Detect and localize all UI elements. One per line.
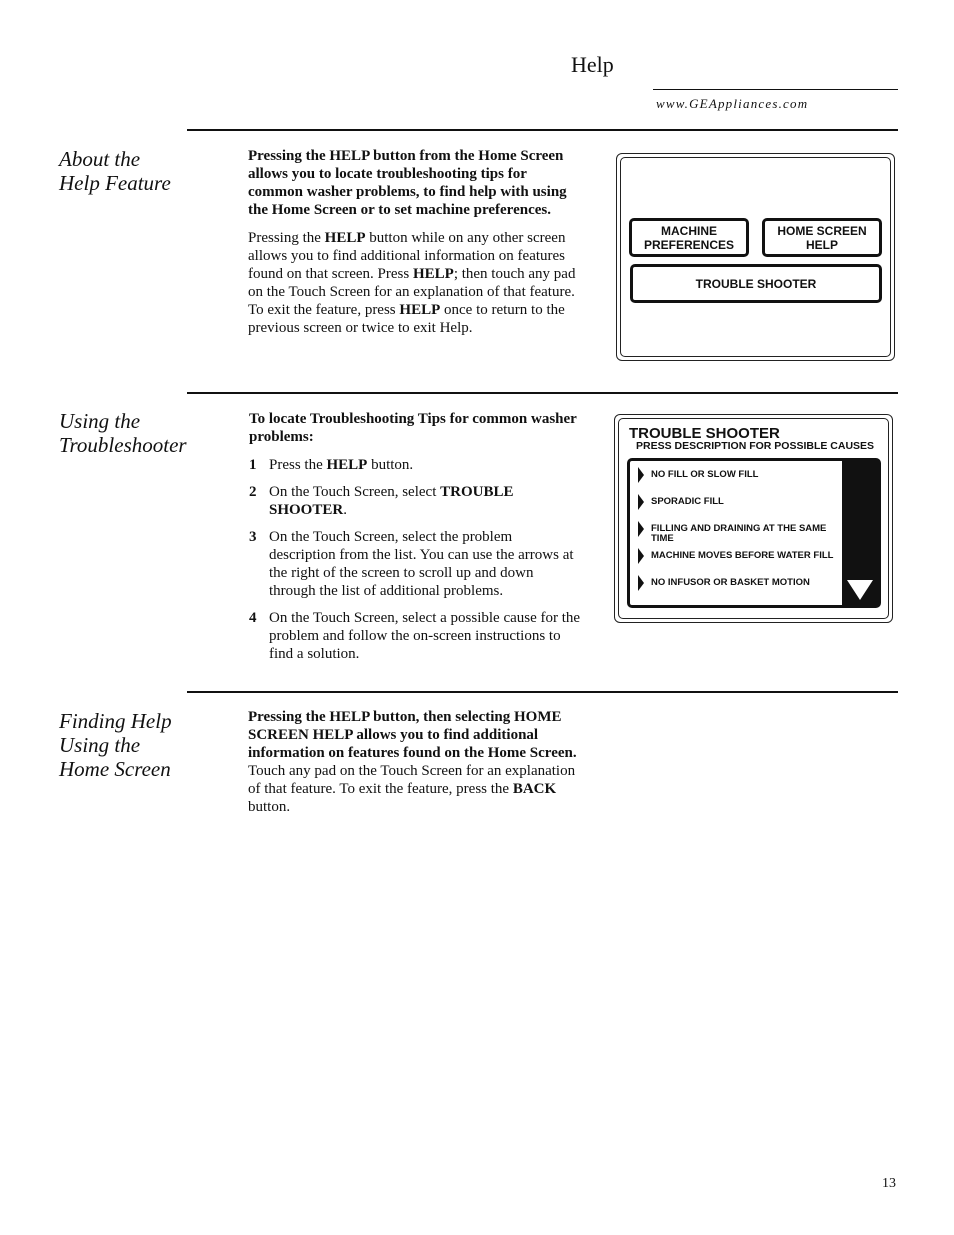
section-divider [187, 129, 898, 131]
section-divider [187, 691, 898, 693]
website-url: www.GEAppliances.com [656, 96, 809, 111]
header-rule [653, 89, 898, 90]
help-touch-screen [616, 153, 895, 361]
section-title-about-help: About the Help Feature [59, 147, 171, 195]
about-help-text [248, 147, 580, 347]
page-title: Help [571, 52, 614, 77]
home-screen-help-button[interactable]: HOME SCREEN HELP [762, 218, 882, 257]
step-item: 1 Press the HELP button. [249, 457, 414, 473]
machine-preferences-button[interactable]: MACHINE PREFERENCES [629, 218, 749, 257]
step-item: 2 On the Touch Screen, select TROUBLE SHOOTER. [249, 484, 514, 518]
trouble-shooter-screen-title: TROUBLE SHOOTER [629, 425, 780, 442]
page-number: 13 [882, 1176, 896, 1191]
arrow-right-icon [638, 575, 644, 591]
step-item: 4 On the Touch Screen, select a possible cause for the problem and follow the on-screen instructions to find a solution. [249, 610, 581, 662]
about-paragraph: Pressing the HELP button while on any other screen allows you to find additional information on features found on that screen. Press HELP; then touch any pad on the Touch Screen for an explanation of that feature. To exit the feature, press HELP once to return to the previous screen or twice to exit Help. [248, 230, 576, 336]
scroll-down-arrow-icon[interactable] [847, 580, 873, 600]
arrow-right-icon [638, 521, 644, 537]
scroll-bar[interactable] [842, 461, 878, 605]
about-intro: Pressing the HELP button from the Home Screen allows you to locate troubleshooting tips for common washer problems, to find help with using the Home Screen or to set machine preferences. [248, 148, 567, 218]
trouble-shooter-touch-screen [614, 414, 893, 623]
home-screen-help-text: Pressing the HELP button, then selecting HOME SCREEN HELP allows you to find additional information on features found on the Home Screen. Touch any pad on the Touch Screen for an explanation of that feature. To exit the feature, press the BACK button. [248, 709, 577, 815]
troubleshooter-text [249, 410, 581, 672]
section-divider [187, 392, 898, 394]
trouble-shooter-button[interactable]: TROUBLE SHOOTER [630, 264, 882, 303]
arrow-right-icon [638, 548, 644, 564]
step-item: 3 On the Touch Screen, select the problem description from the list. You can use the arrows at the right of the screen to scroll up and down through the list of additional problems. [249, 529, 574, 599]
problem-list: NO FILL OR SLOW FILL SPORADIC FILL FILLING AND DRAINING AT THE SAME TIME MACHINE MOVES BEFORE WATER FILL NO INFUSOR OR BASKET MOTION [627, 458, 881, 608]
section-title-home-screen-help: Finding Help Using the Home Screen [59, 709, 172, 781]
section-title-troubleshooter: Using the Troubleshooter [59, 409, 187, 457]
arrow-right-icon [638, 494, 644, 510]
troubleshooter-intro: To locate Troubleshooting Tips for common washer problems: [249, 411, 577, 445]
trouble-shooter-screen-subtitle: PRESS DESCRIPTION FOR POSSIBLE CAUSES [636, 440, 875, 452]
arrow-right-icon [638, 467, 644, 483]
